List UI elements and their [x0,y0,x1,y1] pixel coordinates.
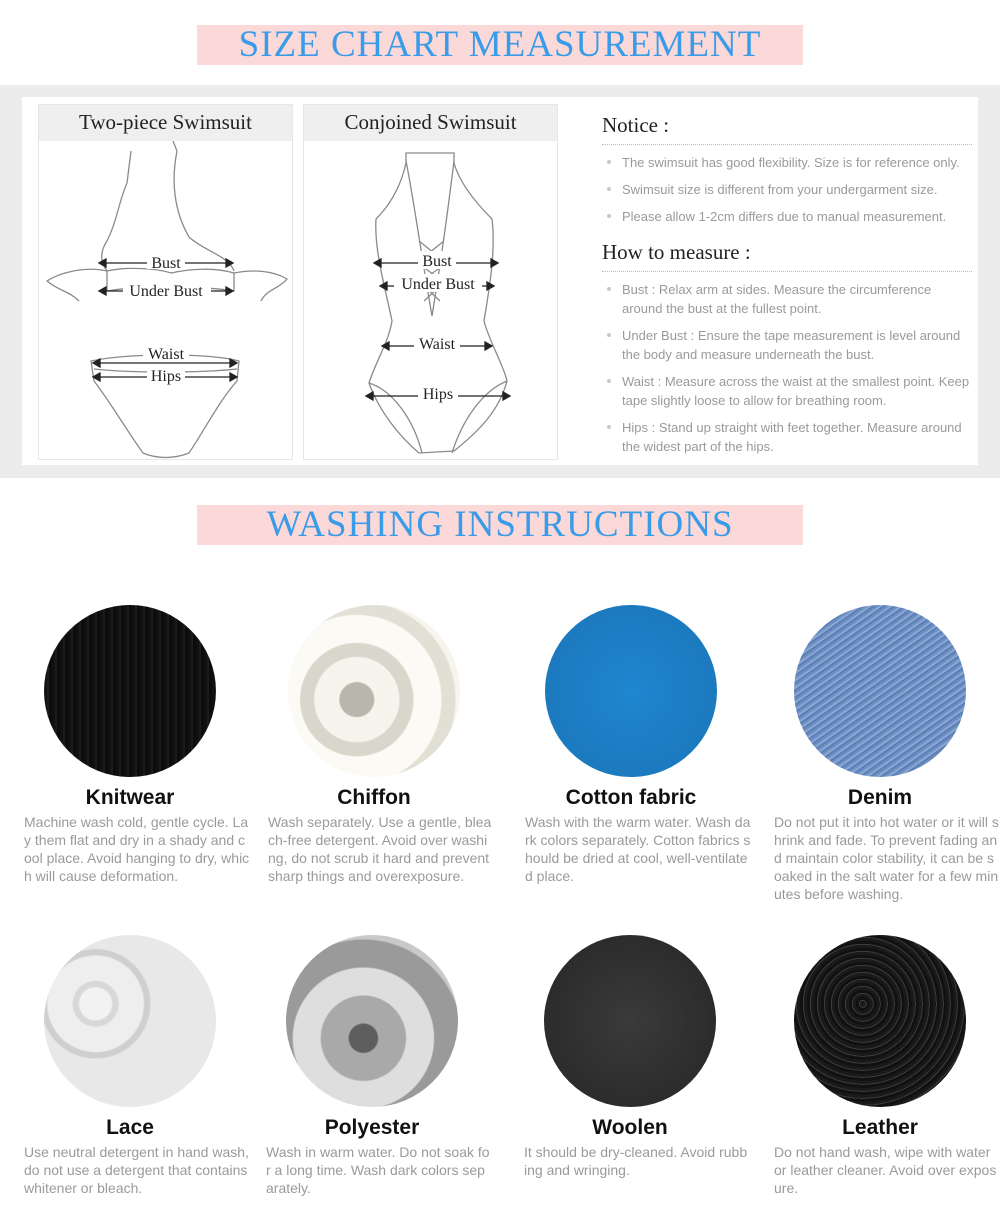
fabric-description: Wash separately. Use a gentle, bleach-free detergent. Avoid over washing, do not scrub it hard and prevent sharp things and overexposure. [268,814,492,884]
knitwear-swatch-image [44,605,216,777]
fabric-card-knitwear [24,605,264,885]
size-chart-banner [0,25,1000,65]
how-to-item-hips: Hips : Stand up straight with feet together. Measure around the widest part of the hips. [602,418,972,456]
washing-banner [0,505,1000,545]
fabric-name: Cotton fabric [565,786,697,809]
notice-item: Swimsuit size is different from your undergarment size. [602,180,972,199]
conjoined-title: Conjoined Swimsuit [304,105,557,141]
two-piece-under-bust-label: Under Bust [129,283,203,300]
cotton-swatch-image [545,605,717,777]
two-piece-panel [38,104,293,460]
chiffon-swatch-image [288,605,460,777]
conjoined-panel [303,104,558,460]
fabric-name: Knitwear [85,786,175,809]
measurement-card [22,97,978,465]
fabric-name: Denim [847,786,913,809]
fabric-name: Lace [106,1116,154,1139]
fabric-description: Wash in warm water. Do not soak for a long time. Wash dark colors separately. [266,1144,490,1196]
fabric-name: Woolen [592,1116,668,1139]
two-piece-bust-label: Bust [151,255,181,272]
notice-heading: Notice : [602,113,972,145]
how-to-measure-heading: How to measure : [602,240,972,272]
fabric-name: Polyester [324,1116,420,1139]
two-piece-hips-label: Hips [150,368,182,385]
lace-swatch-image [44,935,216,1107]
fabric-name: Leather [842,1116,918,1139]
fabric-card-denim [774,605,1000,903]
fabric-description: Do not put it into hot water or it will shrink and fade. To prevent fading and maintain color stability, it can be soaked in the salt water for a few minutes before washing. [774,814,999,902]
size-chart-title: SIZE CHART MEASUREMENT [197,25,803,65]
fabric-description: Do not hand wash, wipe with water or leather cleaner. Avoid over exposure. [774,1144,997,1196]
woolen-swatch-image [544,935,716,1107]
conjoined-hips-label: Hips [422,386,454,403]
washing-title: WASHING INSTRUCTIONS [197,505,803,545]
fabric-description: Use neutral detergent in hand wash, do not use a detergent that contains whitener or bleach. [24,1144,249,1196]
fabric-card-polyester [266,935,506,1197]
fabric-card-leather [774,935,1000,1197]
fabric-card-woolen [524,935,764,1179]
conjoined-waist-label: Waist [418,336,456,353]
two-piece-waist-label: Waist [147,346,185,363]
notice-item: The swimsuit has good flexibility. Size is for reference only. [602,153,972,172]
fabric-name: Chiffon [337,786,411,809]
how-to-item-under-bust: Under Bust : Ensure the tape measurement is level around the body and measure underneath the bust. [602,326,972,364]
how-to-item-waist: Waist : Measure across the waist at the smallest point. Keep tape slightly loose to allow for breathing room. [602,372,972,410]
how-to-item-bust: Bust : Relax arm at sides. Measure the circumference around the bust at the fullest point. [602,280,972,318]
two-piece-title: Two-piece Swimsuit [39,105,292,141]
conjoined-bust-label: Bust [422,253,452,270]
fabric-card-cotton [525,605,765,885]
denim-swatch-image [794,605,966,777]
fabric-card-chiffon [268,605,508,885]
fabric-description: It should be dry-cleaned. Avoid rubbing and wringing. [524,1144,748,1178]
leather-swatch-image [794,935,966,1107]
notice-block [602,113,972,464]
fabric-description: Machine wash cold, gentle cycle. Lay them flat and dry in a shady and cool place. Avoid hanging to dry, which will cause deformation. [24,814,250,884]
measurement-section [0,85,1000,478]
notice-item: Please allow 1-2cm differs due to manual measurement. [602,207,972,226]
conjoined-swimsuit-diagram [304,141,557,461]
two-piece-swimsuit-diagram [39,141,292,461]
conjoined-under-bust-label: Under Bust [401,276,475,293]
fabric-description: Wash with the warm water. Wash dark colors separately. Cotton fabrics should be dried at cool, well-ventilated place. [525,814,751,884]
fabric-card-lace [24,935,264,1197]
polyester-swatch-image [286,935,458,1107]
